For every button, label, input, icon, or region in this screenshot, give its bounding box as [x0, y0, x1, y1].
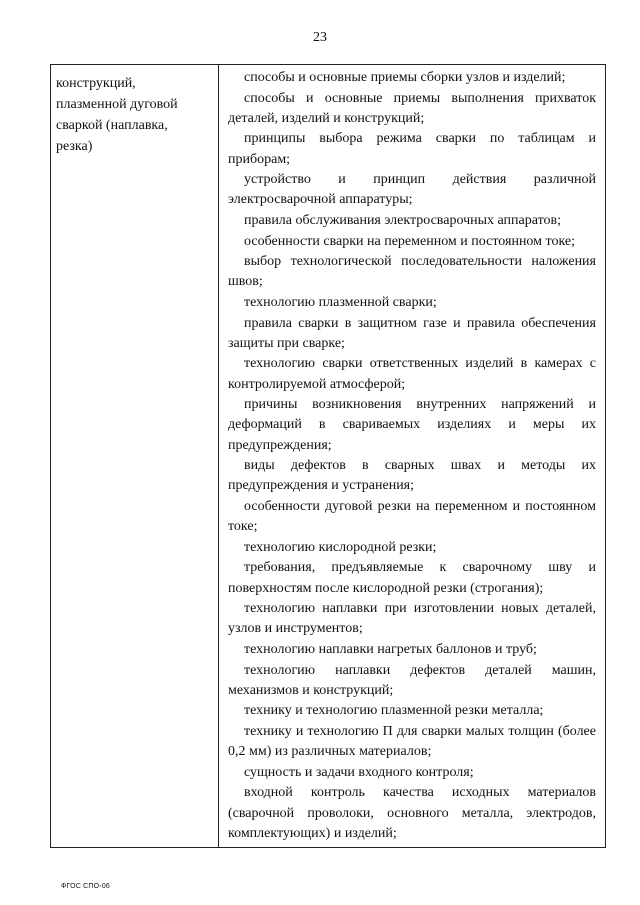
- list-item: принципы выбора режима сварки по таблицам и приборам;: [228, 131, 596, 167]
- list-item: технологию наплавки дефектов деталей машин, механизмов и конструкций;: [228, 662, 596, 698]
- list-item: технологию кислородной резки;: [244, 539, 437, 555]
- left-cell-line: сваркой (наплавка,: [56, 118, 168, 133]
- left-cell-line: конструкций,: [56, 76, 136, 91]
- table-left-cell: [56, 73, 214, 157]
- list-item: технику и технологию П для сварки малых толщин (более 0,2 мм) из различных материалов;: [228, 723, 596, 760]
- column-divider: [218, 65, 219, 847]
- list-item: сущность и задачи входного контроля;: [244, 764, 474, 780]
- list-item: виды дефектов в сварных швах и методы их предупреждения и устранения;: [228, 458, 596, 494]
- list-item: устройство и принцип действия различной электросварочной аппаратуры;: [228, 172, 596, 208]
- list-item: особенности дуговой резки на переменном и постоянном токе;: [228, 498, 596, 535]
- list-item: выбор технологической последовательности наложения швов;: [228, 254, 596, 290]
- list-item: правила обслуживания электросварочных аппаратов;: [244, 212, 562, 228]
- list-item: технологию наплавки нагретых баллонов и труб;: [244, 641, 537, 657]
- list-item: технологию сварки ответственных изделий в камерах с контролируемой атмосферой;: [228, 356, 596, 392]
- footer-label: ФГОС СПО-06: [61, 883, 111, 890]
- list-item: требования, предъявляемые к сварочному шву и поверхностям после кислородной резки (строгания);: [228, 560, 596, 596]
- left-cell-line: резка): [56, 139, 93, 154]
- list-item: входной контроль качества исходных материалов (сварочной проволоки, основного металла, электродов, комплектующих) и изделий;: [228, 785, 596, 841]
- list-item: причины возникновения внутренних напряжений и деформаций в свариваемых изделиях и меры их предупреждения;: [228, 397, 596, 453]
- list-item: способы и основные приемы сборки узлов и изделий;: [244, 70, 566, 85]
- list-item: технику и технологию плазменной резки металла;: [244, 703, 544, 719]
- content-table: [50, 64, 606, 848]
- list-item: способы и основные приемы выполнения прихваток деталей, изделий и конструкций;: [228, 90, 596, 126]
- list-item: технологию плазменной сварки;: [244, 294, 437, 310]
- list-item: технологию наплавки при изготовлении новых деталей, узлов и инструментов;: [228, 601, 596, 637]
- table-right-cell: [228, 68, 596, 844]
- left-cell-line: плазменной дуговой: [56, 97, 178, 112]
- list-item: правила сварки в защитном газе и правила обеспечения защиты при сварке;: [228, 315, 596, 351]
- list-item: особенности сварки на переменном и постоянном токе;: [244, 233, 576, 249]
- page-number: 23: [313, 30, 327, 45]
